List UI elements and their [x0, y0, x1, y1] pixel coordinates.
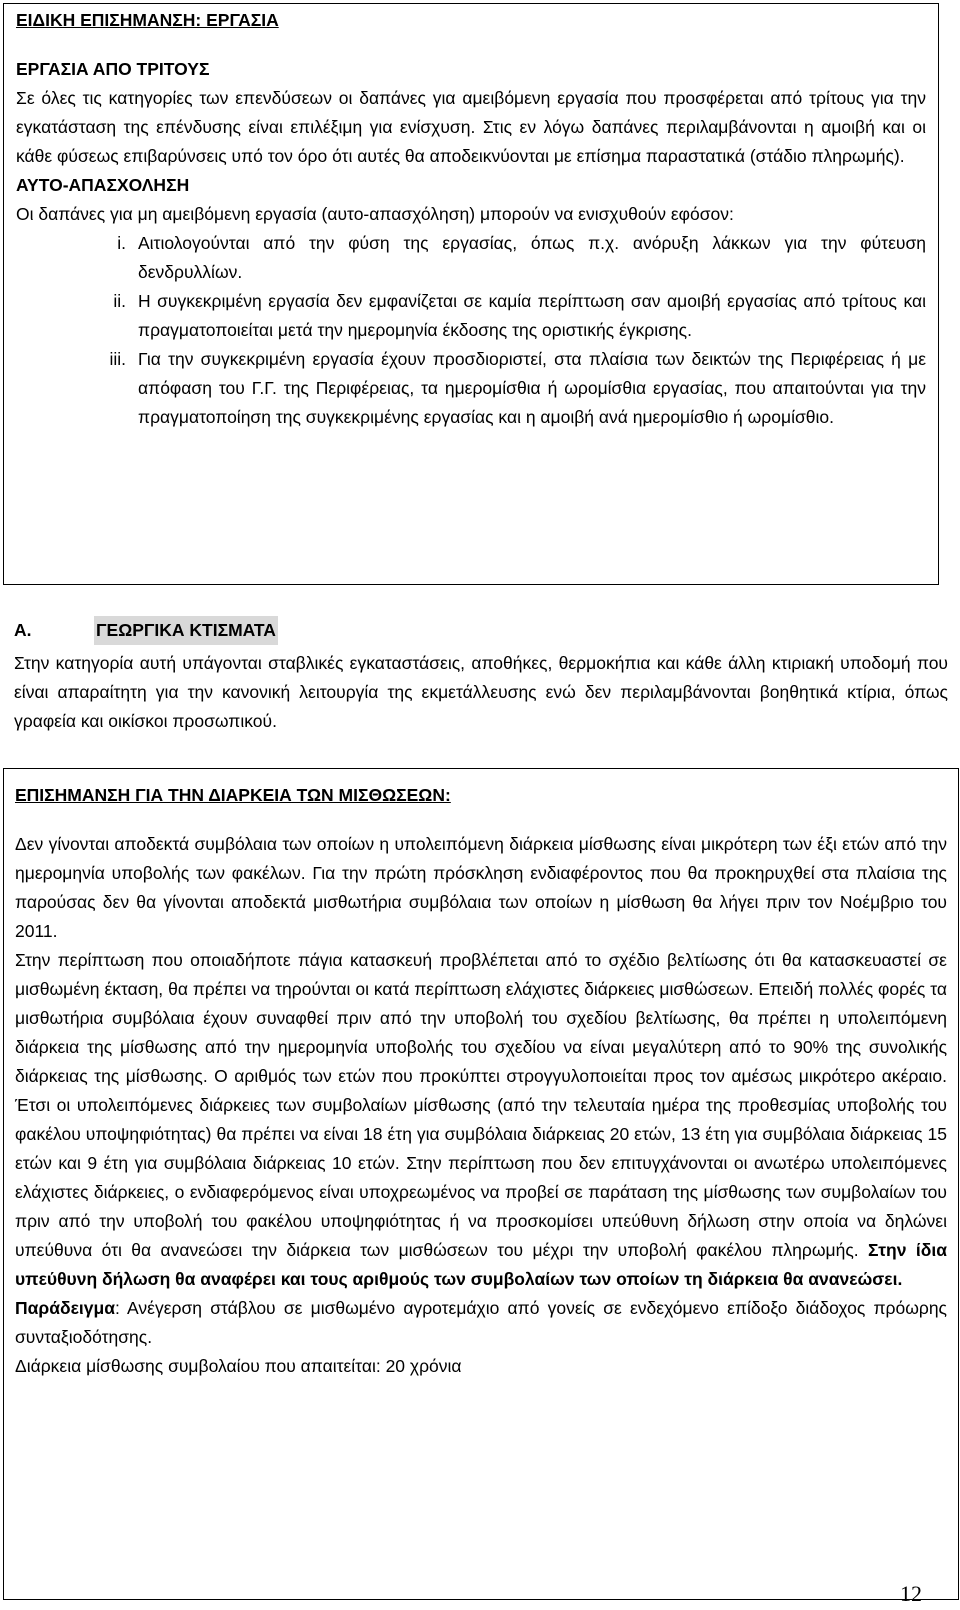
- lease-notice-box: [3, 768, 959, 1600]
- third-party-text: Σε όλες τις κατηγορίες των επενδύσεων οι δαπάνες για αμειβόμενη εργασία που προσφέρεται από τρίτους για την εγκατάσταση της επένδυσης είναι επιλέξιμη για ενίσχυση. Στις εν λόγω δαπάνες περιλαμβάνονται η αμοιβή και οι κάθε φύσεως επιβαρύνσεις υπό τον όρο ότι αυτές θα αποδεικνύονται με επίσημα παραστατικά (στάδιο πληρωμής).: [16, 88, 926, 166]
- list-item-text: Η συγκεκριμένη εργασία δεν εμφανίζεται σε καμία περίπτωση σαν αμοιβή εργασίας από τρίτους και πραγματοποιείται μετά την ημερομηνία έκδοσης της οριστικής έγκρισης.: [138, 291, 926, 340]
- list-item-number: iii.: [109, 349, 126, 369]
- third-party-title: ΕΡΓΑΣΙΑ ΑΠΟ ΤΡΙΤΟΥΣ: [16, 59, 210, 79]
- section-a-text: Στην κατηγορία αυτή υπάγονται σταβλικές εγκαταστάσεις, αποθήκες, θερμοκήπια και κάθε άλλη κτιριακή υποδομή που είναι απαραίτητη για την κανονική λειτουργία της εκμετάλλευσης ενώ δεν περιλαμβάνονται βοηθητικά κτίρια, όπως γραφεία και οικίσκοι προσωπικού.: [14, 653, 948, 731]
- section-a-letter: Α.: [14, 620, 32, 640]
- example-label: Παράδειγμα: [15, 1298, 115, 1318]
- example-text: : Ανέγερση στάβλου σε μισθωμένο αγροτεμάχιο από γονείς σε ενδεχόμενο επίδοξο διάδοχος πρόωρης συνταξιοδότησης.: [15, 1298, 947, 1347]
- work-notice-heading: ΕΙΔΙΚΗ ΕΠΙΣΗΜΑΝΣΗ: ΕΡΓΑΣΙΑ: [16, 10, 279, 30]
- example-paragraph: [15, 1294, 947, 1352]
- list-item: [16, 345, 926, 432]
- lease-notice-heading: ΕΠΙΣΗΜΑΝΣΗ ΓΙΑ ΤΗΝ ΔΙΑΡΚΕΙΑ ΤΩΝ ΜΙΣΘΩΣΕΩΝ:: [15, 785, 451, 805]
- page-number: 12: [900, 1581, 922, 1606]
- list-item-text: Για την συγκεκριμένη εργασία έχουν προσδιοριστεί, στα πλαίσια των δεικτών της Περιφέρειας ή με απόφαση του Γ.Γ. της Περιφέρειας, τα ημερομίσθια ή ωρομίσθια εργασίας, που απαιτούνται για την πραγματοποίηση της συγκεκριμένης εργασίας και η αμοιβή ανά ημερομίσθιο ή ωρομίσθιο.: [138, 349, 926, 427]
- section-a-title: ΓΕΩΡΓΙΚΑ ΚΤΙΣΜΑΤΑ: [94, 616, 278, 645]
- lease-para-2-text: Στην περίπτωση που οποιαδήποτε πάγια κατασκευή προβλέπεται από το σχέδιο βελτίωσης ότι θα κατασκευαστεί σε μισθωμένη έκταση, θα πρέπει να τηρούνται οι κατά περίπτωση ελάχιστες διάρκειες μισθώσεων. Επειδή πολλές φορές τα μισθωτήρια συμβόλαια έχουν συναφθεί πριν από την υποβολή του σχεδίου βελτίωσης, θα πρέπει η υπολειπόμενη διάρκεια της μίσθωσης από την ημερομηνία υποβολής του σχεδίου να είναι μεγαλύτερη από το 90% της συνολικής διάρκειας της μίσθωσης. Ο αριθμός των ετών που προκύπτει στρογγυλοποιείται προς τον αμέσως μικρότερο ακέραιο. Έτσι οι υπολειπόμενες διάρκειες των συμβολαίων μίσθωσης (από την τελευταία ημέρα της προθεσμίας υποβολής του φακέλου υποψηφιότητας) θα πρέπει να είναι 18 έτη για συμβόλαια διάρκειας 20 ετών, 13 έτη για συμβόλαια διάρκειας 15 ετών και 9 έτη για συμβόλαια διάρκειας 10 ετών. Στην περίπτωση που δεν επιτυγχάνονται οι ανωτέρω υπολειπόμενες ελάχιστες διάρκειες, ο ενδιαφερόμενος είναι υποχρεωμένος να προβεί σε παράταση της μίσθωσης των συμβολαίων του πριν από την υποβολή του φακέλου υποψηφιότητας ή να προσκομίσει υπεύθυνη δήλωση στην οποία να δηλώνει υπεύθυνα ότι θα ανανεώσει την διάρκεια των μισθώσεων του μέχρι την υποβολή φακέλου πληρωμής.: [15, 950, 947, 1260]
- list-item-number: ii.: [113, 291, 126, 311]
- lease-para-2: [15, 946, 947, 1294]
- section-a-title-row: [14, 616, 948, 645]
- lease-para-2-bold: Στην ίδια υπεύθυνη δήλωση θα αναφέρει και τους αριθμούς των συμβολαίων των οποίων τη διάρκεια θα ανανεώσει.: [15, 1240, 947, 1289]
- section-a: [14, 616, 948, 736]
- self-employment-title: ΑΥΤΟ-ΑΠΑΣΧΟΛΗΣΗ: [16, 175, 190, 195]
- duration-paragraph: Διάρκεια μίσθωσης συμβολαίου που απαιτείται: 20 χρόνια: [15, 1356, 462, 1376]
- list-item: [16, 287, 926, 345]
- lease-para-1: Δεν γίνονται αποδεκτά συμβόλαια των οποίων η υπολειπόμενη διάρκεια μίσθωσης είναι μικρότερη των έξι ετών από την ημερομηνία υποβολής των φακέλων. Για την πρώτη πρόσκληση ενδιαφέροντος που θα προκηρυχθεί στα πλαίσια της παρούσας δεν θα γίνονται αποδεκτά μισθωτήρια συμβόλαια των οποίων η μίσθωση θα λήγει πριν τον Νοέμβριο του 2011.: [15, 834, 947, 941]
- list-item-text: Αιτιολογούνται από την φύση της εργασίας, όπως π.χ. ανόρυξη λάκκων για την φύτευση δενδρυλλίων.: [138, 233, 926, 282]
- self-employment-text: Οι δαπάνες για μη αμειβόμενη εργασία (αυτο-απασχόληση) μπορούν να ενισχυθούν εφόσον:: [16, 204, 734, 224]
- work-notice-box: [3, 3, 939, 585]
- conditions-list: [16, 229, 926, 432]
- list-item-number: i.: [117, 233, 126, 253]
- list-item: [16, 229, 926, 287]
